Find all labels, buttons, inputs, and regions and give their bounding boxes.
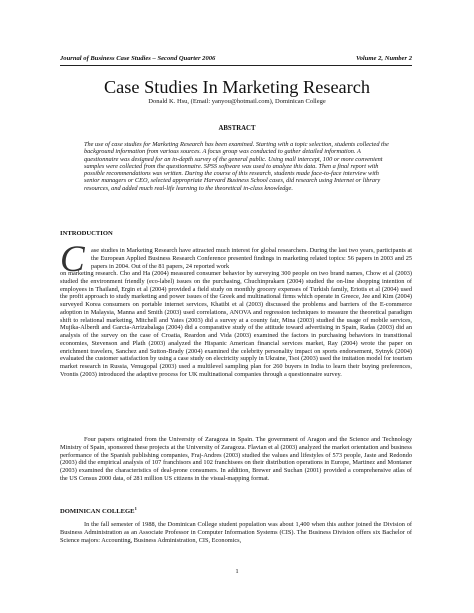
running-head-volume: Volume 2, Number 2 <box>355 55 412 62</box>
page-number: 1 <box>235 568 239 575</box>
running-head-journal: Journal of Business Case Studies – Second Quarter 2006 <box>60 55 216 62</box>
running-head <box>60 55 412 62</box>
dominican-paragraph-text: In the fall semester of 1988, the Dominican College student population was about 1,400 when this author joined the Division of Business Administration as an Associate Professor in Computer Information Systems (CIS). The Business Division offers six Bachelor of Science majors: Accounting, Business Administration, CIS, Economics, <box>60 521 412 544</box>
abstract-heading: ABSTRACT <box>218 125 256 132</box>
footnote-mark[interactable]: 1 <box>134 506 137 511</box>
zaragoza-paragraph-text: Four papers originated from the University of Zaragoza in Spain. The government of Aragon and the Science and Technology Ministry of Spain, sponsored these projects at the University of Zaragoza. Flavian et al (2003) analyzed the market orientation and business performance of the Spanish publishing companies, Fraj-Andres (2003) studied the values and lifestyles of 573 people, Jaste and Redondo (2003) did the empirical analysis of 107 franchisors and 102 franchisees on their distribution operations in Europe, Martinez and Montaner (2003) examined the characteristics of deal-prone consumers. In addition, Brewer and Suchan (2001) provided a comprehensive atlas of the US Census 2000 data, of 281 million US citizens in the visual-mapping format. <box>60 436 412 482</box>
header-rule <box>60 65 412 66</box>
author-line: Donald K. Hsu, (Email: yanyou@hotmail.com), Dominican College <box>148 98 326 105</box>
introduction-heading: INTRODUCTION <box>60 230 113 237</box>
intro-paragraph-lead: ase studies in Marketing Research have attracted much interest for global researchers. During the last two years, participants at the European Applied Business Research Conference presented findings in marketing related topics: 56 papers in 2003 and 25 papers in 2004. Out of the 81 papers, 24 reported work <box>91 247 412 270</box>
intro-paragraph-body: on marketing research. Cho and Ha (2004) measured consumer behavior by surveying 300 people on two brand names, Chow et al (2003) studied the environment friendly (eco-label) issues on the purchasing, Chuchinprakarn (2004) studied the on-line shopping intention of employees in Thailand, Ergin et al (2004) provided a field study on monthly grocery expenses of Turkish family, Eriotis et al (2004) used the profit approach to study marketing and power issues of the Greek and multinational firms which operate in Greece, Jee and Kim (2004) surveyed Korea consumers on portable internet services, Khatibi et al (2003) discussed the problems and barriers of the E-commerce adoption in Malaysia, Manna and Smith (2003) used correlations, ANOVA and regression techniques to measure the theoretical paradigm shift to relational marketing, Mitchell and Yates (2003) did a survey at a county fair, Mina (2003) studied the usage of mobile services, Mujika-Alberdi and Garcia-Arrizabalaga (2004) did a comparative study of the attitude toward advertising in Spain, Radas (2003) did an analysis of the survey on the case of Croatia, Reardon and Vida (2003) examined the factors in purchasing behaviors in transitional economies, Stevenson and Plath (2003) analyzed the Hispanic American financial services market, Ray (2004) wrote the paper on enrichment travelers, Sanchez and Sutton-Brady (2004) examined the celebrity personality impact on sports endorsement, Sytnyk (2004) evaluated the customer satisfaction by using a case study on electricity supply in Ukraine, Tsoi (2003) used the imitation model for tourism market research in Russia, Venugopal (2003) used a multilevel sampling plan for 260 buyers in India to learn their buying preferences, Vrontis (2003) introduced the adaptive process for UK multinational companies through a questionnaire survey. <box>60 270 412 378</box>
dominican-paragraph <box>60 521 412 544</box>
paper-title: Case Studies In Marketing Research <box>103 77 371 97</box>
dominican-heading-text: DOMINICAN COLLEGE <box>60 508 135 516</box>
dominican-heading <box>60 506 137 515</box>
zaragoza-paragraph <box>60 436 412 483</box>
drop-cap: C <box>60 239 85 280</box>
abstract-text: The use of case studies for Marketing Research has been examined. Starting with a topic selection, students collected the background information from various sources. A focus group was conducted to gather detailed information. A questionnaire was designed for an in-depth survey of the general public. Using mall intercept, 100 or more convenient samples were collected from the questionnaire. SPSS software was used to analyze this data. Then a final report with possible recommendations was written. During the course of this research, students made face-to-face interview with senior managers or CEO, selected appropriate Harvard Business School cases, did research using Internet or library resources, and added much real-life learning to the theoretical in-class knowledge. <box>84 141 389 192</box>
